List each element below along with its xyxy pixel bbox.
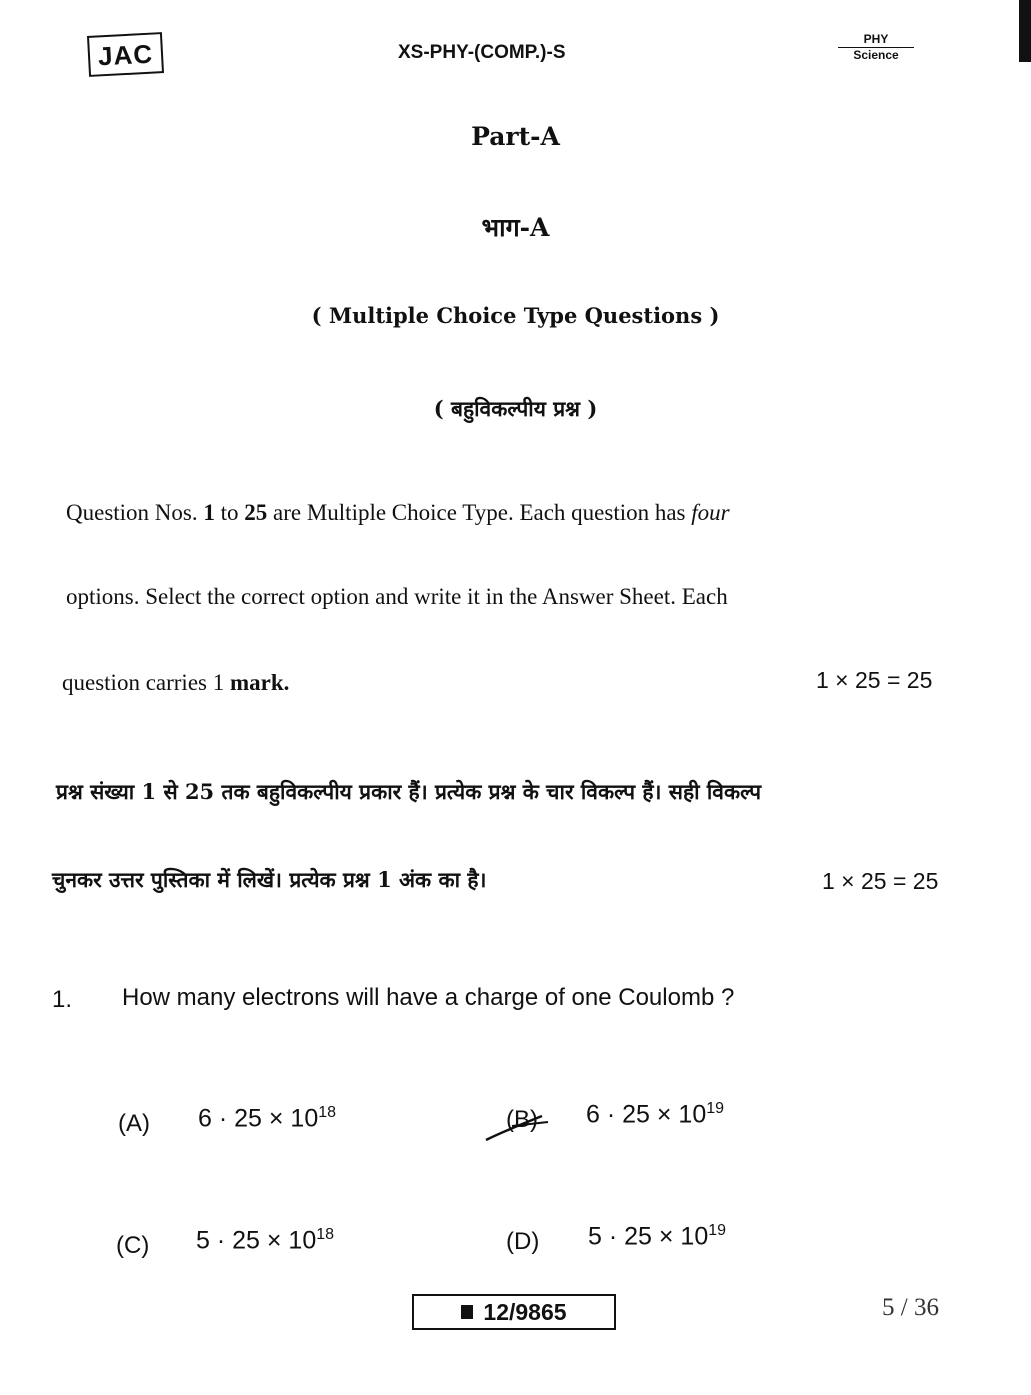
part-title-hindi: भाग-A [481, 213, 550, 242]
booklet-code-box [412, 1294, 616, 1330]
board-stamp: JAC [87, 32, 164, 77]
subject-stamp [838, 32, 914, 62]
subject-bottom: Science [853, 48, 899, 62]
instruction-hindi-line-2: चुनकर उत्तर पुस्तिका में लिखें। प्रत्येक प्रश्न 1 अंक का है। [52, 867, 487, 892]
instruction-line-3: question carries 1 mark. [62, 670, 290, 695]
option-b-label: (B) [506, 1106, 538, 1133]
instruction-line-2: options. Select the correct option and write it in the Answer Sheet. Each [66, 584, 728, 609]
scan-edge-mark [1019, 0, 1031, 62]
instruction-line-1: Question Nos. 1 to 25 are Multiple Choice Type. Each question has four [66, 500, 730, 525]
section-title: ( Multiple Choice Type Questions ) [311, 303, 720, 328]
option-a-value: $6 \cdot 25 \times 10^{18}$ [198, 1104, 337, 1133]
paper-code: XS-PHY-(COMP.)-S [398, 42, 566, 63]
option-a-label: (A) [118, 1110, 150, 1137]
instruction-hindi-line-1: प्रश्न संख्या 1 से 25 तक बहुविकल्पीय प्रकार हैं। प्रत्येक प्रश्न के चार विकल्प हैं। सही विकल्प [56, 779, 762, 804]
square-bullet-icon [461, 1305, 473, 1319]
strike-mark-icon [482, 1104, 552, 1144]
marks-hi: 1 × 25 = 25 [822, 868, 939, 894]
section-title-hindi: ( बहुविकल्पीय प्रश्न ) [433, 396, 598, 421]
booklet-code: 12/9865 [483, 1298, 567, 1325]
option-c-label: (C) [116, 1232, 150, 1259]
option-b-value: $6 \cdot 25 \times 10^{19}$ [586, 1100, 725, 1129]
option-d-value: $5 \cdot 25 \times 10^{19}$ [588, 1222, 727, 1251]
subject-top: PHY [838, 32, 914, 48]
part-title: Part-A [471, 122, 560, 151]
marks-en: 1 × 25 = 25 [816, 667, 933, 693]
question-text: How many electrons will have a charge of one Coulomb ? [122, 984, 735, 1011]
page-number: 5 / 36 [882, 1294, 939, 1321]
option-d-label: (D) [506, 1228, 540, 1255]
option-c-value: $5 \cdot 25 \times 10^{18}$ [196, 1226, 335, 1255]
question-number: 1. [52, 986, 73, 1013]
